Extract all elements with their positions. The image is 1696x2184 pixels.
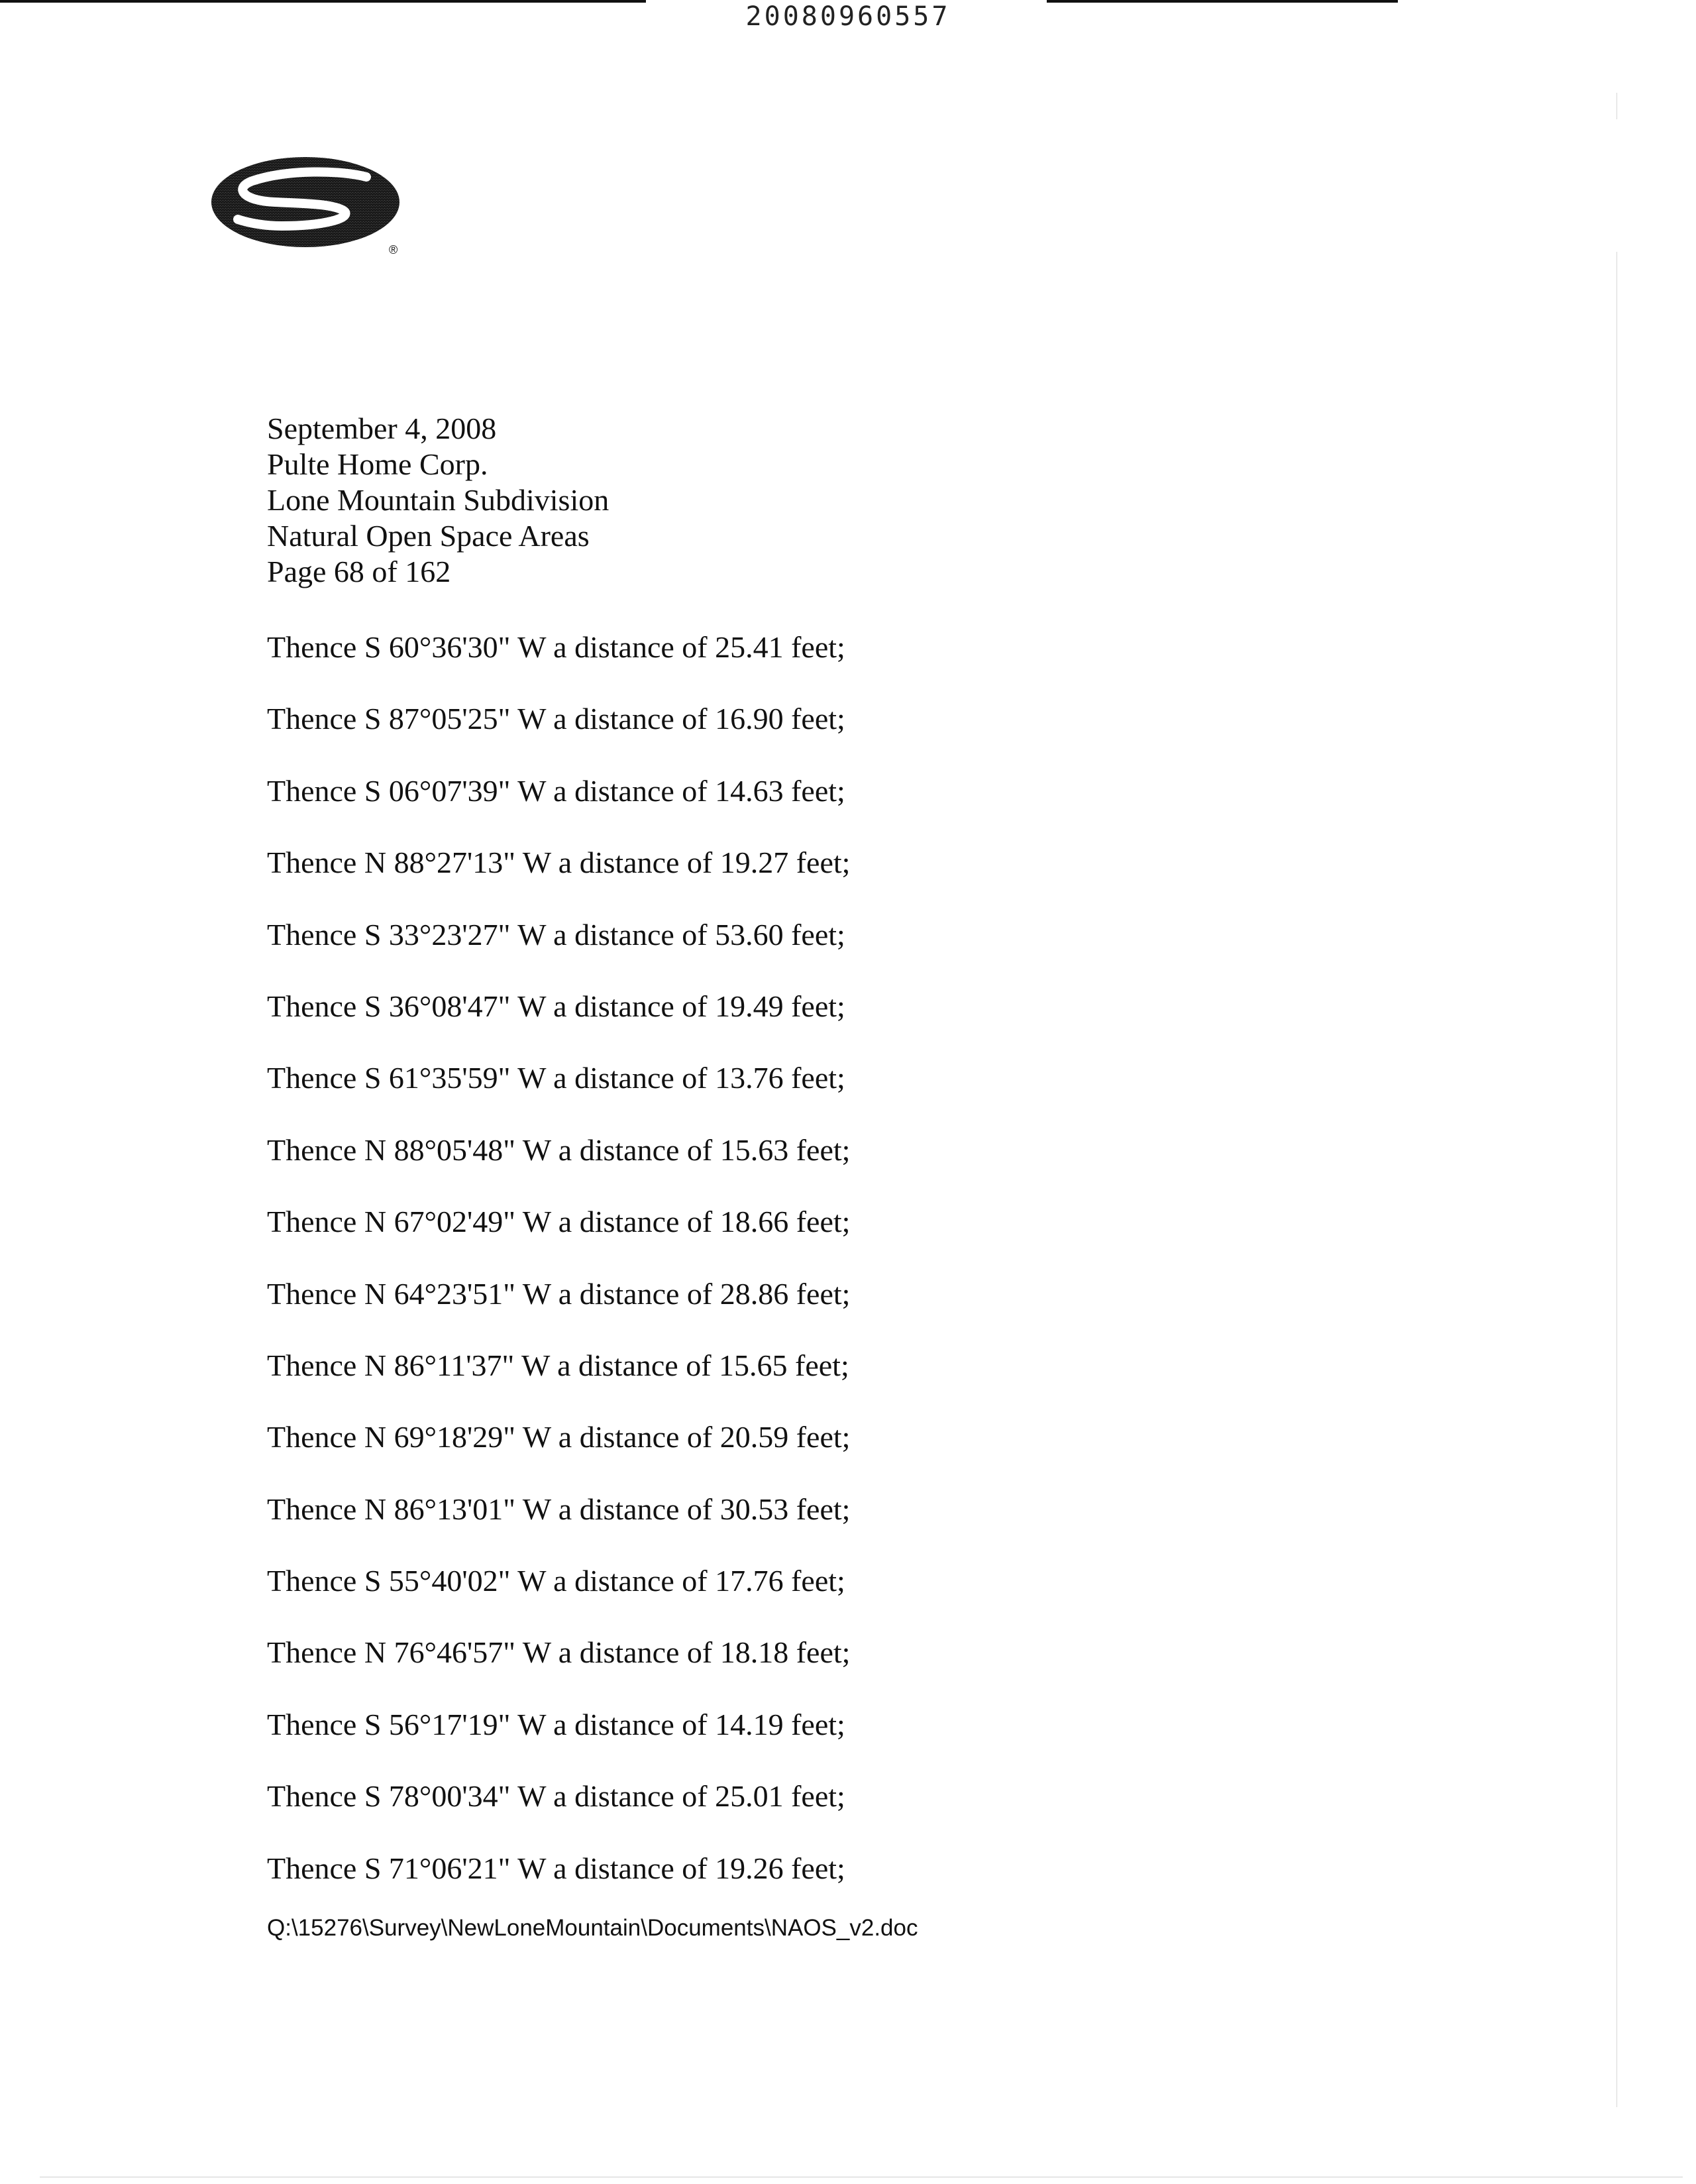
survey-course: Thence N 64°23'51" W a distance of 28.86 feet; (267, 1276, 851, 1311)
survey-course: Thence N 88°27'13" W a distance of 19.27 feet; (267, 846, 851, 880)
survey-course: Thence S 71°06'21" W a distance of 19.26 feet; (267, 1851, 845, 1885)
header-subdivision: Lone Mountain Subdivision (267, 483, 610, 517)
survey-course: Thence S 33°23'27" W a distance of 53.60 feet; (267, 917, 845, 952)
header-page-number: Page 68 of 162 (267, 555, 451, 588)
letter-header (267, 411, 609, 590)
survey-course: Thence S 60°36'30" W a distance of 25.41 feet; (267, 630, 845, 664)
survey-course: Thence S 78°00'34" W a distance of 25.01 feet; (267, 1779, 845, 1814)
header-date: September 4, 2008 (267, 411, 497, 445)
survey-course: Thence S 87°05'25" W a distance of 16.90 feet; (267, 702, 845, 736)
survey-course: Thence N 67°02'49" W a distance of 18.66 feet; (267, 1205, 851, 1239)
survey-course: Thence S 56°17'19" W a distance of 14.19 feet; (267, 1707, 845, 1741)
survey-course: Thence N 86°11'37" W a distance of 15.65 feet; (267, 1348, 849, 1382)
survey-course: Thence S 06°07'39" W a distance of 14.63 feet; (267, 773, 845, 808)
survey-course: Thence S 61°35'59" W a distance of 13.76 feet; (267, 1061, 845, 1095)
footer-file-path: Q:\15276\Survey\NewLoneMountain\Documents\NAOS_v2.doc (267, 1915, 918, 1941)
scan-edge-line (1616, 252, 1617, 2107)
header-company: Pulte Home Corp. (267, 447, 488, 481)
survey-course-list (267, 629, 850, 1922)
scan-edge-line (1616, 93, 1617, 119)
company-logo-s-oval-icon (209, 149, 407, 262)
survey-course: Thence N 86°13'01" W a distance of 30.53 feet; (267, 1492, 851, 1526)
survey-course: Thence N 76°46'57" W a distance of 18.18 feet; (267, 1635, 851, 1670)
survey-course: Thence N 88°05'48" W a distance of 15.63 feet; (267, 1132, 851, 1167)
survey-course: Thence S 36°08'47" W a distance of 19.49 feet; (267, 989, 845, 1023)
survey-course: Thence S 55°40'02" W a distance of 17.76 feet; (267, 1564, 845, 1598)
recording-document-number: 20080960557 (745, 1, 951, 32)
registered-mark: ® (389, 243, 398, 256)
header-area: Natural Open Space Areas (267, 519, 590, 553)
survey-course: Thence N 69°18'29" W a distance of 20.59 feet; (267, 1420, 851, 1454)
